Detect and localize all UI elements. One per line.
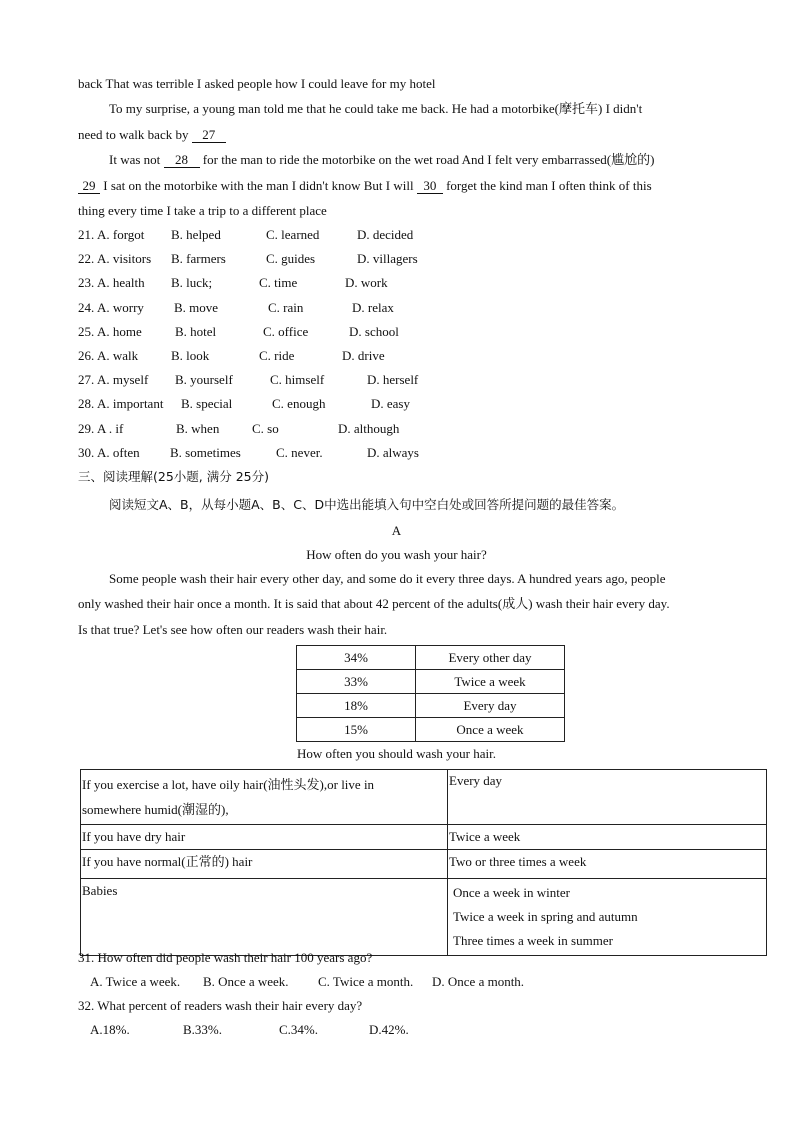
section-instruction: 阅读短文A、B，从每小题A、B、C、D中选出能填入句中空白处或回答所提问题的最佳答案。 [109, 497, 625, 512]
passage-line-5 [78, 178, 652, 194]
percent-cell: 18% [297, 694, 416, 718]
option-b: B. sometimes [170, 444, 241, 460]
reading-line-1: Some people wash their hair every other day, and some do it every three days. A hundred years ago, people [109, 571, 666, 586]
table-row [297, 646, 565, 670]
passage-line-1: back That was terrible I asked people how I could leave for my hotel [78, 76, 436, 91]
option-d: D. although [338, 420, 400, 436]
question-number: 23. [78, 275, 95, 291]
blank-30: 30 [417, 179, 443, 194]
question-number: 25. [78, 323, 95, 339]
option-d: D. decided [357, 227, 414, 242]
option-c: C. Twice a month. [318, 974, 414, 989]
option-a: A.18%. [90, 1022, 130, 1037]
option-a: A. home [97, 323, 142, 339]
question-number: 27. [78, 372, 95, 388]
option-a: A. worry [97, 299, 144, 315]
option-c: C. office [263, 323, 309, 339]
option-b: B.33%. [183, 1022, 222, 1037]
question-number: 22. [78, 251, 95, 267]
option-d: D.42%. [369, 1022, 409, 1037]
table-cell: Two or three times a week [448, 850, 767, 879]
option-a: A. forgot [97, 227, 145, 242]
option-d: D. easy [371, 396, 410, 412]
table-row [81, 879, 767, 956]
option-a: A. myself [97, 372, 149, 388]
table-cell: Babies [81, 879, 448, 956]
cell-text: Twice a week in spring and autumn [453, 909, 638, 924]
option-b: B. special [181, 396, 233, 412]
option-d: D. drive [342, 348, 385, 363]
passage-title: How often do you wash your hair? [306, 547, 487, 562]
option-b: B. move [174, 299, 219, 315]
option-c: C. guides [266, 251, 316, 267]
passage-line-3 [78, 127, 226, 143]
option-b: B. yourself [175, 372, 233, 388]
option-c: C. ride [259, 348, 295, 363]
question-number: 26. [78, 348, 95, 363]
blank-28: 28 [164, 153, 200, 168]
option-a: A. important [97, 396, 164, 412]
table-row [297, 694, 565, 718]
reading-line-3: Is that true? Let's see how often our readers wash their hair. [78, 622, 388, 637]
hair-washing-advice-table [80, 769, 767, 956]
question-number: 24. [78, 299, 95, 315]
option-d: D. always [367, 444, 419, 460]
option-a: A. often [97, 444, 140, 460]
table-cell: Twice a week [448, 825, 767, 850]
reading-line-2: only washed their hair once a month. It is said that about 42 percent of the adults(成人) wash their hair every day. [78, 596, 670, 611]
option-a: A. walk [97, 348, 139, 363]
passage-text: for the man to ride the motorbike on the wet road And I felt very embarrassed(尴尬的) [199, 152, 655, 167]
table-cell: If you have normal(正常的) hair [81, 850, 448, 879]
option-c: C. enough [272, 396, 326, 412]
option-a: A. Twice a week. [90, 974, 181, 989]
passage-letter: A [391, 523, 402, 538]
passage-text: forget the kind man I often think of this [442, 178, 652, 193]
option-b: B. helped [171, 227, 221, 242]
question-number: 30. [78, 444, 95, 460]
option-c: C.34%. [279, 1022, 318, 1037]
percent-cell: 15% [297, 718, 416, 742]
option-b: B. hotel [175, 323, 217, 339]
passage-text: It was not [109, 152, 164, 167]
option-d: D. relax [352, 299, 394, 315]
option-b: B. look [171, 348, 210, 363]
frequency-cell: Every other day [416, 646, 565, 670]
option-d: D. school [349, 323, 399, 339]
option-c: C. rain [268, 299, 304, 315]
option-c: C. so [252, 420, 279, 436]
table-row [297, 670, 565, 694]
question-number: 21. [78, 227, 95, 242]
table-cell: If you have dry hair [81, 825, 448, 850]
frequency-cell: Every day [416, 694, 565, 718]
blank-27: 27 [192, 128, 226, 143]
cell-text: If you exercise a lot, have oily hair(油性头发),or live in [82, 777, 375, 792]
table-row [81, 825, 767, 850]
blank-29: 29 [78, 179, 100, 194]
cell-text: Three times a week in summer [453, 933, 613, 948]
passage-line-2: To my surprise, a young man told me that he could take me back. He had a motorbike(摩托车) I didn't [109, 101, 643, 116]
frequency-cell: Twice a week [416, 670, 565, 694]
passage-line-6: thing every time I take a trip to a different place [78, 203, 327, 218]
frequency-cell: Once a week [416, 718, 565, 742]
cell-text: Once a week in winter [453, 885, 570, 900]
table-cell [448, 879, 767, 956]
passage-line-4 [109, 152, 654, 168]
passage-text: I sat on the motorbike with the man I didn't know But I will [100, 178, 417, 193]
option-c: C. himself [270, 372, 325, 388]
option-d: D. villagers [357, 251, 418, 267]
percent-cell: 34% [297, 646, 416, 670]
option-c: C. learned [266, 227, 320, 242]
question-32: 32. What percent of readers wash their hair every day? [78, 998, 363, 1013]
table-row [297, 718, 565, 742]
option-b: B. Once a week. [203, 974, 289, 989]
table-row [81, 850, 767, 879]
option-d: D. herself [367, 372, 419, 388]
table-row [81, 770, 767, 825]
question-31: 31. How often did people wash their hair 100 years ago? [78, 950, 373, 965]
option-d: D. Once a month. [432, 974, 525, 989]
option-a: A. health [97, 275, 145, 291]
percent-cell: 33% [297, 670, 416, 694]
survey-table [296, 645, 565, 742]
table-cell: Every day [448, 770, 767, 825]
section-heading: 三、阅读理解(25小题, 满分 25分) [78, 469, 269, 484]
table-cell [81, 770, 448, 825]
question-number: 29. [78, 420, 95, 436]
option-b: B. luck; [171, 275, 213, 291]
option-a: A . if [97, 420, 124, 436]
option-d: D. work [345, 275, 388, 291]
cell-text: somewhere humid(潮湿的), [82, 802, 229, 817]
question-number: 28. [78, 396, 95, 412]
option-c: C. time [259, 275, 298, 291]
option-b: B. farmers [171, 251, 226, 267]
passage-text: need to walk back by [78, 127, 192, 142]
table-caption: How often you should wash your hair. [297, 746, 496, 761]
option-a: A. visitors [97, 251, 152, 267]
option-b: B. when [176, 420, 220, 436]
option-c: C. never. [276, 444, 323, 460]
